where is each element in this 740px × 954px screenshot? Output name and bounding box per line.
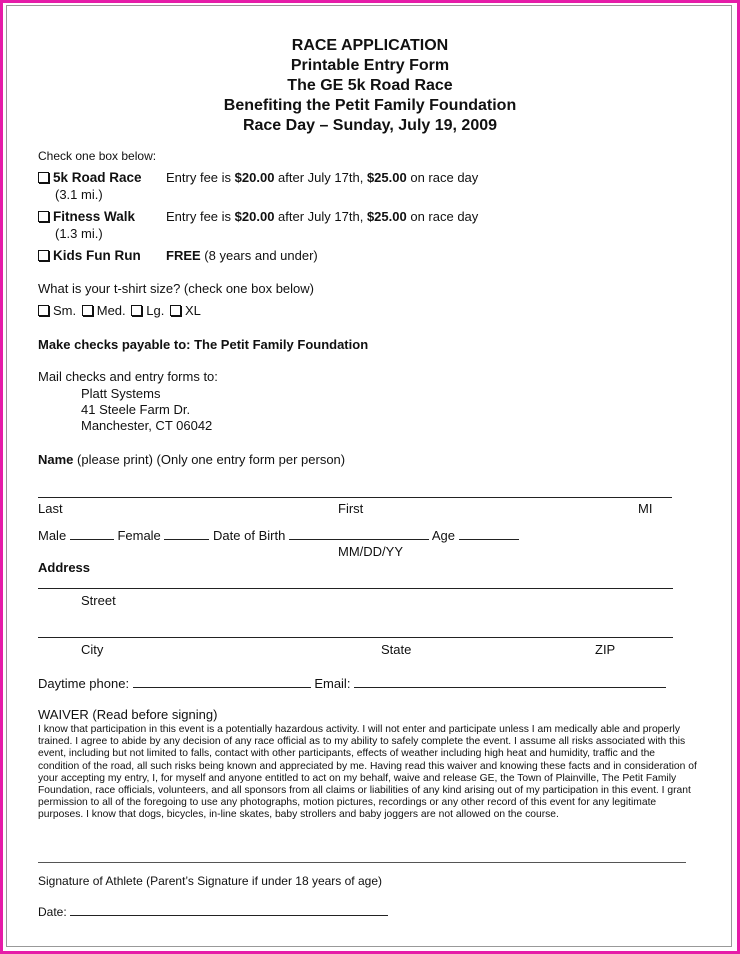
event-label: Kids Fun Run: [53, 248, 141, 263]
mail-name: Platt Systems: [81, 386, 161, 401]
demographics-row: Male Female Date of Birth Age: [38, 527, 519, 543]
form-subtitle: Printable Entry Form: [290, 57, 450, 74]
checkbox-icon[interactable]: [38, 172, 49, 183]
event-5k-road-race[interactable]: [38, 170, 142, 185]
event-label: Fitness Walk: [53, 209, 136, 224]
phone-field[interactable]: [133, 675, 311, 688]
street-label: Street: [81, 593, 116, 608]
tshirt-option-lg[interactable]: Lg.: [131, 303, 164, 318]
name-heading: Name (please print) (Only one entry form per person): [38, 452, 346, 467]
mail-street: 41 Steele Farm Dr.: [81, 402, 191, 417]
tshirt-options: [38, 303, 201, 318]
checkbox-icon[interactable]: [170, 305, 181, 316]
event-kids-fun-run[interactable]: [38, 248, 141, 263]
event-distance: (3.1 mi.): [55, 187, 103, 202]
name-field[interactable]: [38, 497, 672, 498]
signature-field[interactable]: [38, 862, 686, 863]
date-field[interactable]: [70, 903, 388, 916]
event-fee: Entry fee is $20.00 after July 17th, $25.00 on race day: [166, 209, 479, 224]
city-state-zip-field[interactable]: [38, 637, 673, 638]
male-field[interactable]: [70, 527, 114, 540]
contact-row: Daytime phone: Email:: [38, 675, 666, 691]
email-field[interactable]: [354, 675, 666, 688]
waiver-text: I know that participation in this event is a potentially hazardous activity. I will not enter and participate unless I am medically able and properly trained. I agree to abide by any decision of any race official as to my ability to safely complete the event. I assume all risks associated with this event, including but not limited to falls, contact with other participants, effects of weather including high heat and humidity, traffic and the condition of the road, all such risks being known and appreciated by me. Having read this waiver and knowing these facts and in consideration of your accepting my entry, I, for myself and anyone entitled to act on my behalf, waive and release GE, the Town of Plainville, The Petit Family Foundation, race officials, volunteers, and all sponsors from all claims or liabilities of any kind arising out of my participation in this event. I grant permission to all of the foregoing to use any photographs, motion pictures, recordings or any other record of this event for any legitimate purposes. I know that dogs, bicycles, in-line skates, baby strollers and baby joggers are not allowed on the course.: [38, 724, 697, 821]
street-field[interactable]: [38, 588, 673, 589]
checks-payable: Make checks payable to: The Petit Family Foundation: [38, 337, 369, 352]
race-day: Race Day – Sunday, July 19, 2009: [242, 117, 498, 134]
event-distance: (1.3 mi.): [55, 226, 103, 241]
event-fee: FREE (8 years and under): [166, 248, 318, 263]
date-row: Date:: [38, 903, 388, 919]
dob-format: MM/DD/YY: [338, 544, 403, 559]
dob-field[interactable]: [289, 527, 429, 540]
checkbox-icon[interactable]: [131, 305, 142, 316]
city-label: City: [81, 642, 104, 657]
form-title: RACE APPLICATION: [291, 37, 449, 54]
beneficiary: Benefiting the Petit Family Foundation: [223, 97, 517, 114]
event-instruction: Check one box below:: [38, 149, 157, 163]
mi-label: MI: [638, 501, 653, 516]
tshirt-option-xl[interactable]: XL: [170, 303, 201, 318]
race-name: The GE 5k Road Race: [287, 77, 453, 94]
mail-intro: Mail checks and entry forms to:: [38, 369, 218, 384]
tshirt-option-sm[interactable]: Sm.: [38, 303, 76, 318]
mail-city: Manchester, CT 06042: [81, 418, 213, 433]
state-label: State: [381, 642, 412, 657]
waiver-title: WAIVER (Read before signing): [38, 707, 218, 722]
checkbox-icon[interactable]: [38, 211, 49, 222]
checkbox-icon[interactable]: [38, 250, 49, 261]
signature-label: Signature of Athlete (Parent’s Signature if under 18 years of age): [38, 874, 382, 888]
checkbox-icon[interactable]: [82, 305, 93, 316]
first-label: First: [338, 501, 364, 516]
female-field[interactable]: [164, 527, 209, 540]
tshirt-question: What is your t-shirt size? (check one box below): [38, 281, 314, 296]
event-label: 5k Road Race: [53, 170, 142, 185]
tshirt-option-med[interactable]: Med.: [82, 303, 126, 318]
last-label: Last: [38, 501, 63, 516]
event-fee: Entry fee is $20.00 after July 17th, $25.00 on race day: [166, 170, 479, 185]
checkbox-icon[interactable]: [38, 305, 49, 316]
zip-label: ZIP: [595, 642, 616, 657]
age-field[interactable]: [459, 527, 519, 540]
event-fitness-walk[interactable]: [38, 209, 135, 224]
address-label: Address: [38, 560, 91, 575]
